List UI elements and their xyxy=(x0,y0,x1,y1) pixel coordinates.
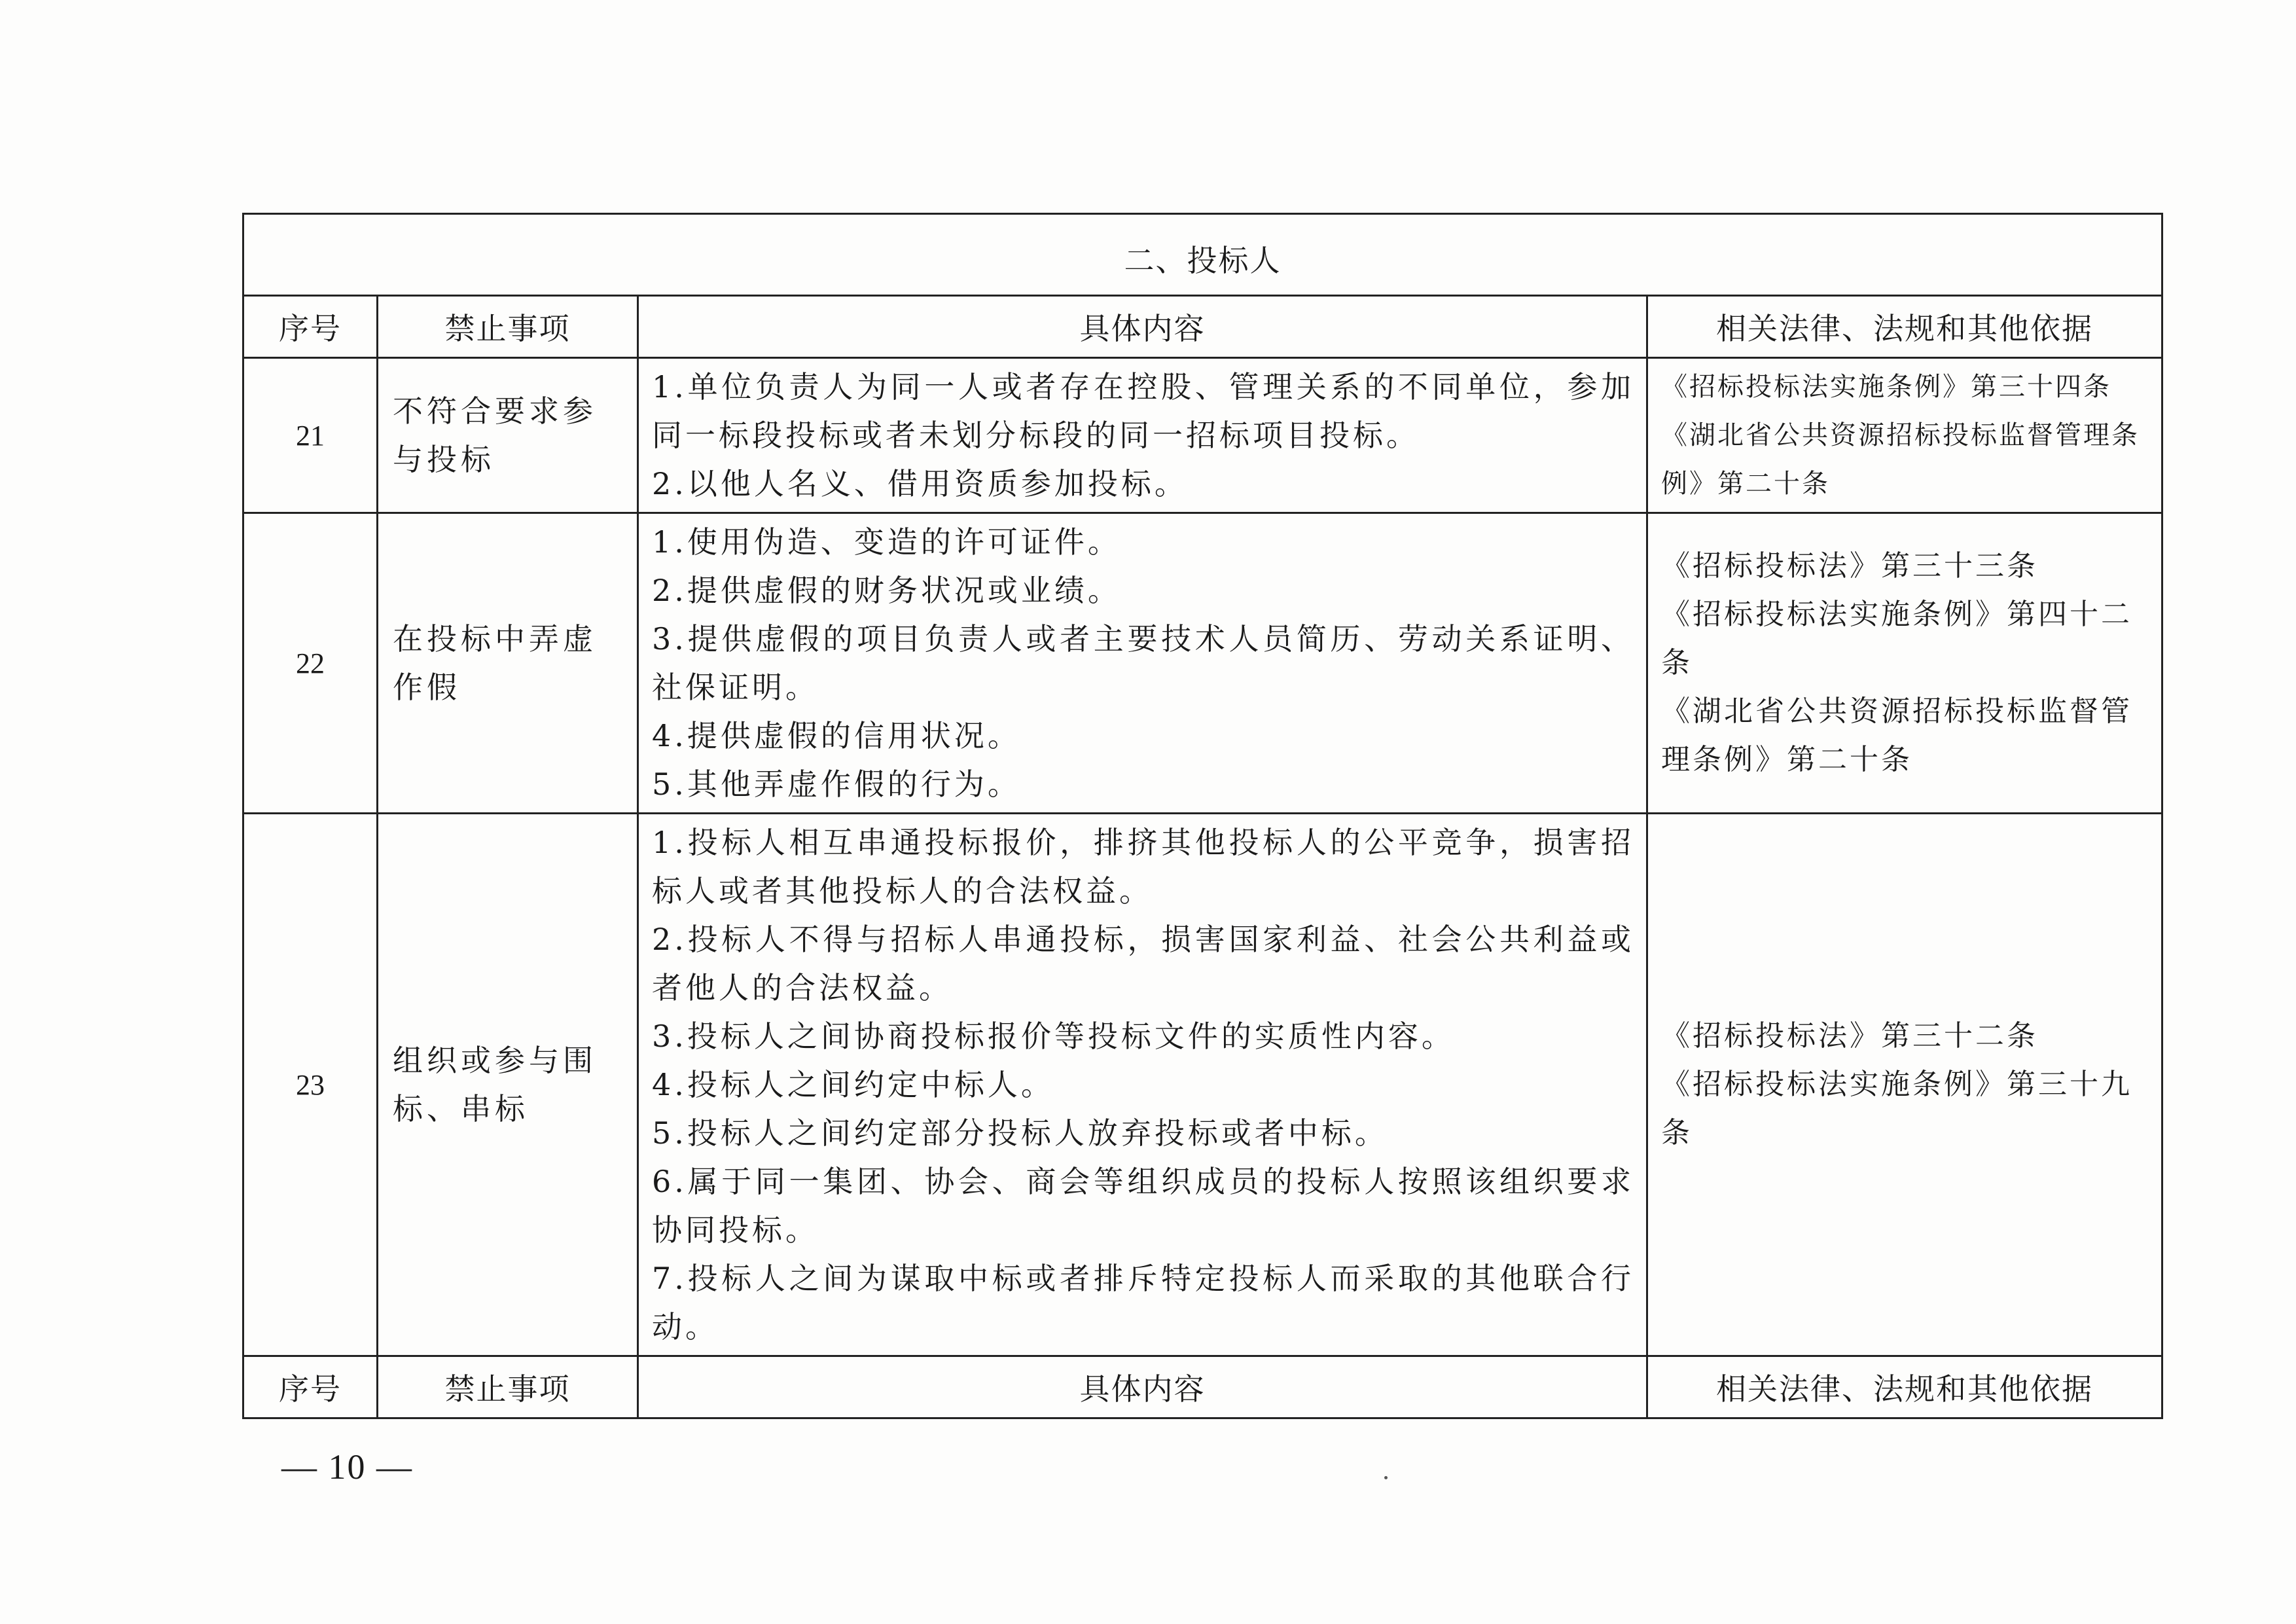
table-row xyxy=(243,814,2162,1356)
row-content xyxy=(638,814,1647,1356)
header-item: 禁止事项 xyxy=(378,296,638,358)
basis-line: 《招标投标法》第三十二条 xyxy=(1661,1019,2038,1053)
row-basis xyxy=(1647,358,2162,513)
content-line: 1.单位负责人为同一人或者存在控股、管理关系的不同单位，参加同一标段投标或者未划分标段的同一招标项目投标。 xyxy=(652,369,1634,453)
row-seq: 23 xyxy=(243,814,378,1356)
row-item: 组织或参与围标、串标 xyxy=(378,814,638,1356)
table-footer-header-row xyxy=(243,1356,2162,1418)
footer-header-seq: 序号 xyxy=(243,1356,378,1418)
content-line: 5.其他弄虚作假的行为。 xyxy=(652,767,1021,802)
prohibited-items-table xyxy=(242,213,2163,1419)
row-seq: 22 xyxy=(243,513,378,814)
scan-dot xyxy=(1384,1476,1388,1479)
section-title: 二、投标人 xyxy=(243,214,2162,296)
header-content: 具体内容 xyxy=(638,296,1647,358)
page-number: — 10 — xyxy=(281,1447,413,1487)
row-item: 在投标中弄虚作假 xyxy=(378,513,638,814)
basis-line: 《湖北省公共资源招标投标监督管理条例》第二十条 xyxy=(1661,695,2132,776)
regulation-table-wrapper xyxy=(242,213,2161,1419)
content-line: 1.使用伪造、变造的许可证件。 xyxy=(652,524,1121,560)
content-line: 5.投标人之间约定部分投标人放弃投标或者中标。 xyxy=(652,1115,1388,1151)
content-line: 3.提供虚假的项目负责人或者主要技术人员简历、劳动关系证明、社保证明。 xyxy=(652,621,1634,705)
section-title-row xyxy=(243,214,2162,296)
table-row xyxy=(243,513,2162,814)
content-line: 1.投标人相互串通投标报价，排挤其他投标人的公平竞争，损害招标人或者其他投标人的合法权益。 xyxy=(652,825,1634,909)
content-line: 6.属于同一集团、协会、商会等组织成员的投标人按照该组织要求协同投标。 xyxy=(652,1164,1634,1248)
basis-line: 《招标投标法》第三十三条 xyxy=(1661,549,2038,583)
basis-line: 《招标投标法实施条例》第三十九条 xyxy=(1661,1068,2132,1149)
table-header-row xyxy=(243,296,2162,358)
content-line: 4.提供虚假的信用状况。 xyxy=(652,718,1021,753)
row-basis xyxy=(1647,814,2162,1356)
row-content xyxy=(638,513,1647,814)
content-line: 3.投标人之间协商投标报价等投标文件的实质性内容。 xyxy=(652,1019,1455,1054)
footer-header-item: 禁止事项 xyxy=(378,1356,638,1418)
row-content xyxy=(638,358,1647,513)
content-line: 7.投标人之间为谋取中标或者排斥特定投标人而采取的其他联合行动。 xyxy=(652,1261,1634,1344)
content-line: 4.投标人之间约定中标人。 xyxy=(652,1067,1054,1102)
header-basis: 相关法律、法规和其他依据 xyxy=(1647,296,2162,358)
footer-header-basis: 相关法律、法规和其他依据 xyxy=(1647,1356,2162,1418)
row-basis xyxy=(1647,513,2162,814)
content-line: 2.投标人不得与招标人串通投标，损害国家利益、社会公共利益或者他人的合法权益。 xyxy=(652,922,1634,1005)
header-seq: 序号 xyxy=(243,296,378,358)
basis-line: 《湖北省公共资源招标投标监督管理条例》第二十条 xyxy=(1661,420,2140,499)
table-row xyxy=(243,358,2162,513)
row-seq: 21 xyxy=(243,358,378,513)
basis-line: 《招标投标法实施条例》第四十二条 xyxy=(1661,598,2132,679)
basis-line: 《招标投标法实施条例》第三十四条 xyxy=(1661,372,2111,402)
footer-header-content: 具体内容 xyxy=(638,1356,1647,1418)
row-item: 不符合要求参与投标 xyxy=(378,358,638,513)
content-line: 2.以他人名义、借用资质参加投标。 xyxy=(652,466,1188,501)
content-line: 2.提供虚假的财务状况或业绩。 xyxy=(652,573,1121,608)
